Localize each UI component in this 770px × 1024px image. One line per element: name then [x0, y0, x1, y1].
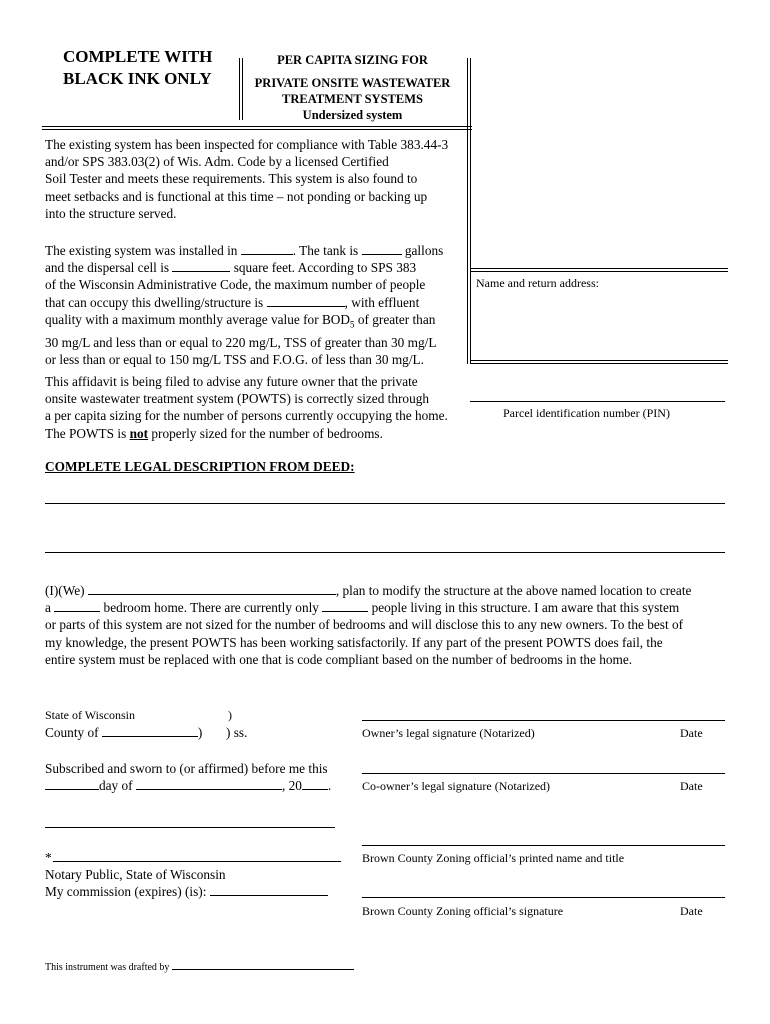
bod-subscript: 5: [350, 319, 355, 330]
right-box-rule-b: [470, 58, 471, 364]
affidavit-paragraph: [45, 373, 448, 442]
header-rule-a: [42, 126, 472, 127]
paren: ): [228, 708, 232, 722]
text: .: [327, 778, 332, 793]
notary-public-label: Notary Public, State of Wisconsin: [45, 867, 226, 882]
compliance-line: meet setbacks and is functional at this time – not ponding or backing up: [45, 188, 428, 204]
text: day of: [99, 778, 136, 793]
commission-line: [45, 883, 328, 900]
sworn-date-line: [45, 777, 331, 794]
drafted-by-blank[interactable]: [172, 960, 354, 970]
text: properly sized for the number of bedrooms.: [148, 425, 383, 441]
text: gallons: [401, 243, 444, 258]
text: ): [197, 725, 203, 740]
coowner-signature-line[interactable]: [362, 773, 725, 774]
month-blank[interactable]: [136, 778, 282, 790]
text: entire system must be replaced with one that is code compliant based on the number of bedrooms in the home.: [45, 651, 633, 667]
legal-description-line[interactable]: [45, 503, 725, 504]
header-divider-left-a: [239, 58, 240, 120]
text: County of: [45, 725, 102, 740]
owner-names-blank[interactable]: [88, 583, 336, 595]
official-name-label: Brown County Zoning official’s printed name and title: [362, 851, 625, 865]
sworn-text: Subscribed and sworn to (or affirmed) before me this: [45, 761, 328, 776]
compliance-paragraph: [45, 136, 448, 222]
compliance-line: Soil Tester and meets these requirements. This system is also found to: [45, 171, 418, 187]
tank-gallons-blank[interactable]: [362, 243, 402, 255]
text: (I)(We): [45, 583, 88, 598]
return-box-bottom-a: [470, 360, 728, 361]
ink-instruction-line2: BLACK INK ONLY: [63, 69, 212, 88]
text: and the dispersal cell is: [45, 260, 173, 276]
owner-signature-line[interactable]: [362, 720, 725, 721]
official-signature-line[interactable]: [362, 897, 725, 898]
text: , with effluent: [344, 294, 420, 310]
bedrooms-blank[interactable]: [54, 600, 100, 612]
text: My commission (expires) (is):: [45, 884, 210, 899]
form-title-line4: Undersized system: [302, 108, 403, 122]
ink-instruction-line1: COMPLETE WITH: [63, 47, 213, 66]
text: of the Wisconsin Administrative Code, the maximum number of people: [45, 277, 426, 293]
coowner-signature-label: Co-owner’s legal signature (Notarized): [362, 779, 551, 793]
form-title-line2: PRIVATE ONSITE WASTEWATER: [254, 76, 451, 90]
notary-signature-line[interactable]: [45, 827, 335, 828]
form-title: [245, 52, 460, 123]
system-details-paragraph: [45, 242, 443, 368]
return-box-bottom-b: [470, 363, 728, 364]
text: a: [45, 600, 55, 616]
text: or less than or equal to 150 mg/L TSS and F.O.G. of less than 30 mg/L.: [45, 351, 424, 367]
pin-label: Parcel identification number (PIN): [503, 406, 670, 420]
pin-line[interactable]: [470, 401, 725, 402]
text: onsite wastewater treatment system (POWTS) is correctly sized through: [45, 391, 430, 407]
text: square feet. According to SPS 383: [230, 260, 417, 276]
coowner-date-label: Date: [680, 779, 703, 793]
text: . The tank is: [292, 243, 362, 258]
text: 30 mg/L and less than or equal to 220 mg/L, TSS of greater than 30 mg/L: [45, 334, 437, 350]
return-address-label: Name and return address:: [476, 276, 599, 290]
county-line: [45, 724, 202, 741]
text: , 20: [281, 778, 302, 793]
owner-statement: [45, 582, 691, 668]
drafted-by-line: [45, 960, 354, 973]
compliance-line: and/or SPS 383.03(2) of Wis. Adm. Code by a licensed Certified: [45, 154, 389, 170]
text: people living in this structure. I am aware that this system: [368, 600, 680, 616]
text: or parts of this system are not sized for the number of bedrooms and will disclose this to any new owners. To the best of: [45, 617, 684, 633]
drafted-by-label: This instrument was drafted by: [45, 962, 172, 973]
legal-description-line[interactable]: [45, 552, 725, 553]
text: bedroom home. There are currently only: [100, 600, 323, 616]
right-box-rule-a: [467, 58, 468, 364]
official-date-label: Date: [680, 904, 703, 918]
text: that can occupy this dwelling/structure is: [45, 294, 267, 310]
text: The existing system was installed in: [45, 243, 241, 258]
form-title-line3: TREATMENT SYSTEMS: [282, 92, 423, 106]
compliance-line: The existing system has been inspected for compliance with Table 383.44-3: [45, 137, 449, 152]
official-signature-label: Brown County Zoning official’s signature: [362, 904, 564, 918]
not-emphasis: not: [129, 425, 149, 441]
compliance-line: into the structure served.: [45, 205, 177, 221]
asterisk: *: [45, 850, 52, 865]
county-blank[interactable]: [102, 725, 198, 737]
owner-signature-label: Owner’s legal signature (Notarized): [362, 726, 535, 740]
max-occupants-blank[interactable]: [267, 295, 345, 307]
day-blank[interactable]: [45, 778, 99, 790]
owner-date-label: Date: [680, 726, 703, 740]
year-blank[interactable]: [302, 778, 328, 790]
current-occupants-blank[interactable]: [322, 600, 368, 612]
commission-blank[interactable]: [210, 884, 328, 896]
text: of greater than: [354, 311, 436, 327]
header-divider-left-b: [242, 58, 243, 120]
legal-description-heading: COMPLETE LEGAL DESCRIPTION FROM DEED:: [45, 459, 355, 474]
text: The POWTS is: [45, 425, 130, 441]
text: , plan to modify the structure at the above named location to create: [335, 583, 692, 598]
header-rule-b: [42, 129, 472, 130]
return-box-top-a: [470, 268, 728, 269]
text: my knowledge, the present POWTS has been working satisfactorily. If any part of the present POWTS does fail, the: [45, 634, 663, 650]
dispersal-sqft-blank[interactable]: [172, 260, 230, 272]
text: This affidavit is being filed to advise any future owner that the private: [45, 374, 418, 389]
ss-label: ) ss.: [226, 725, 248, 740]
text: a per capita sizing for the number of persons currently occupying the home.: [45, 408, 448, 424]
official-name-line[interactable]: [362, 845, 725, 846]
return-box-top-b: [470, 271, 728, 272]
form-title-line1: PER CAPITA SIZING FOR: [277, 53, 428, 67]
install-date-blank[interactable]: [241, 243, 293, 255]
state-label: State of Wisconsin: [45, 708, 135, 722]
text: quality with a maximum monthly average value for BOD: [45, 311, 351, 327]
notary-name-line[interactable]: [53, 861, 341, 862]
